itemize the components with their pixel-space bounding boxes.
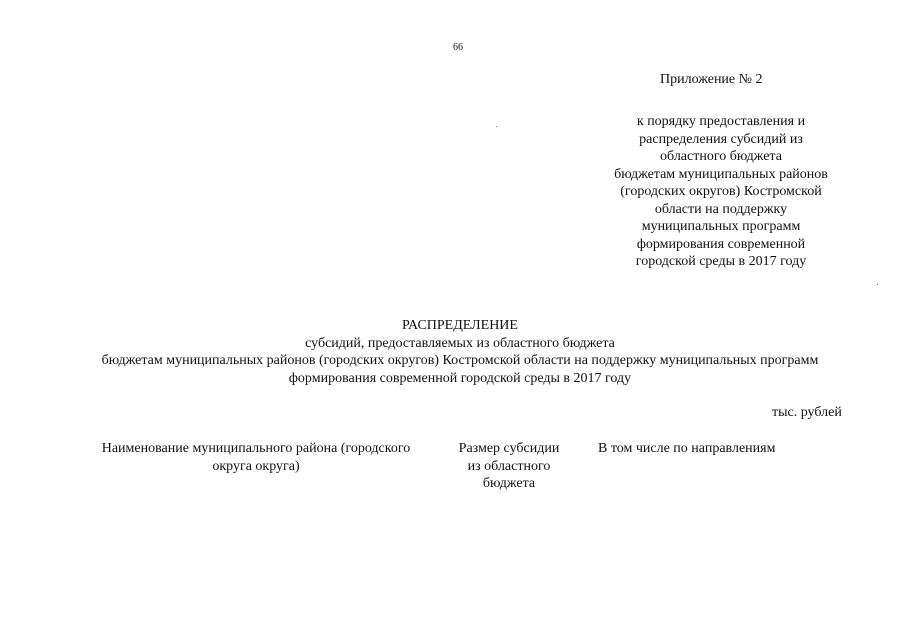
page-number: 66 <box>453 42 463 53</box>
appendix-line: формирования современной <box>636 236 806 252</box>
appendix-line: бюджетам муниципальных районов <box>614 166 828 182</box>
column-header-municipality <box>84 440 428 475</box>
appendix-subtitle <box>590 113 852 271</box>
appendix-line: (городских округов) Костромской <box>620 184 822 199</box>
appendix-line: к порядку предоставления и <box>636 114 806 129</box>
column-header-line: из областного <box>467 458 551 474</box>
scan-speck <box>877 284 878 285</box>
document-heading <box>40 317 880 387</box>
column-header-line: округа округа) <box>212 458 300 474</box>
units-label: тыс. рублей <box>772 405 842 420</box>
heading-line: бюджетам муниципальных районов (городских округов) Костромской области на поддержку муниципальных программ <box>101 353 819 368</box>
appendix-line: распределения субсидий из <box>639 131 803 147</box>
column-header-line: Размер субсидии <box>458 441 560 456</box>
column-header-line: В том числе по направлениям <box>598 441 776 456</box>
appendix-title: Приложение № 2 <box>660 72 763 87</box>
column-header-subsidy-amount <box>448 440 570 493</box>
column-header-line: бюджета <box>482 476 536 491</box>
appendix-line: муниципальных программ <box>641 219 801 234</box>
appendix-line: области на поддержку <box>654 201 788 217</box>
heading-line: субсидий, предоставляемых из областного бюджета <box>305 335 615 351</box>
heading-title: РАСПРЕДЕЛЕНИЕ <box>402 318 518 333</box>
appendix-line: городской среды в 2017 году <box>635 254 807 269</box>
scan-speck <box>496 126 497 127</box>
heading-line: формирования современной городской среды в 2017 году <box>288 370 632 386</box>
column-header-directions <box>598 440 798 458</box>
column-header-line: Наименование муниципального района (городского <box>101 441 411 456</box>
appendix-line: областного бюджета <box>660 149 782 164</box>
